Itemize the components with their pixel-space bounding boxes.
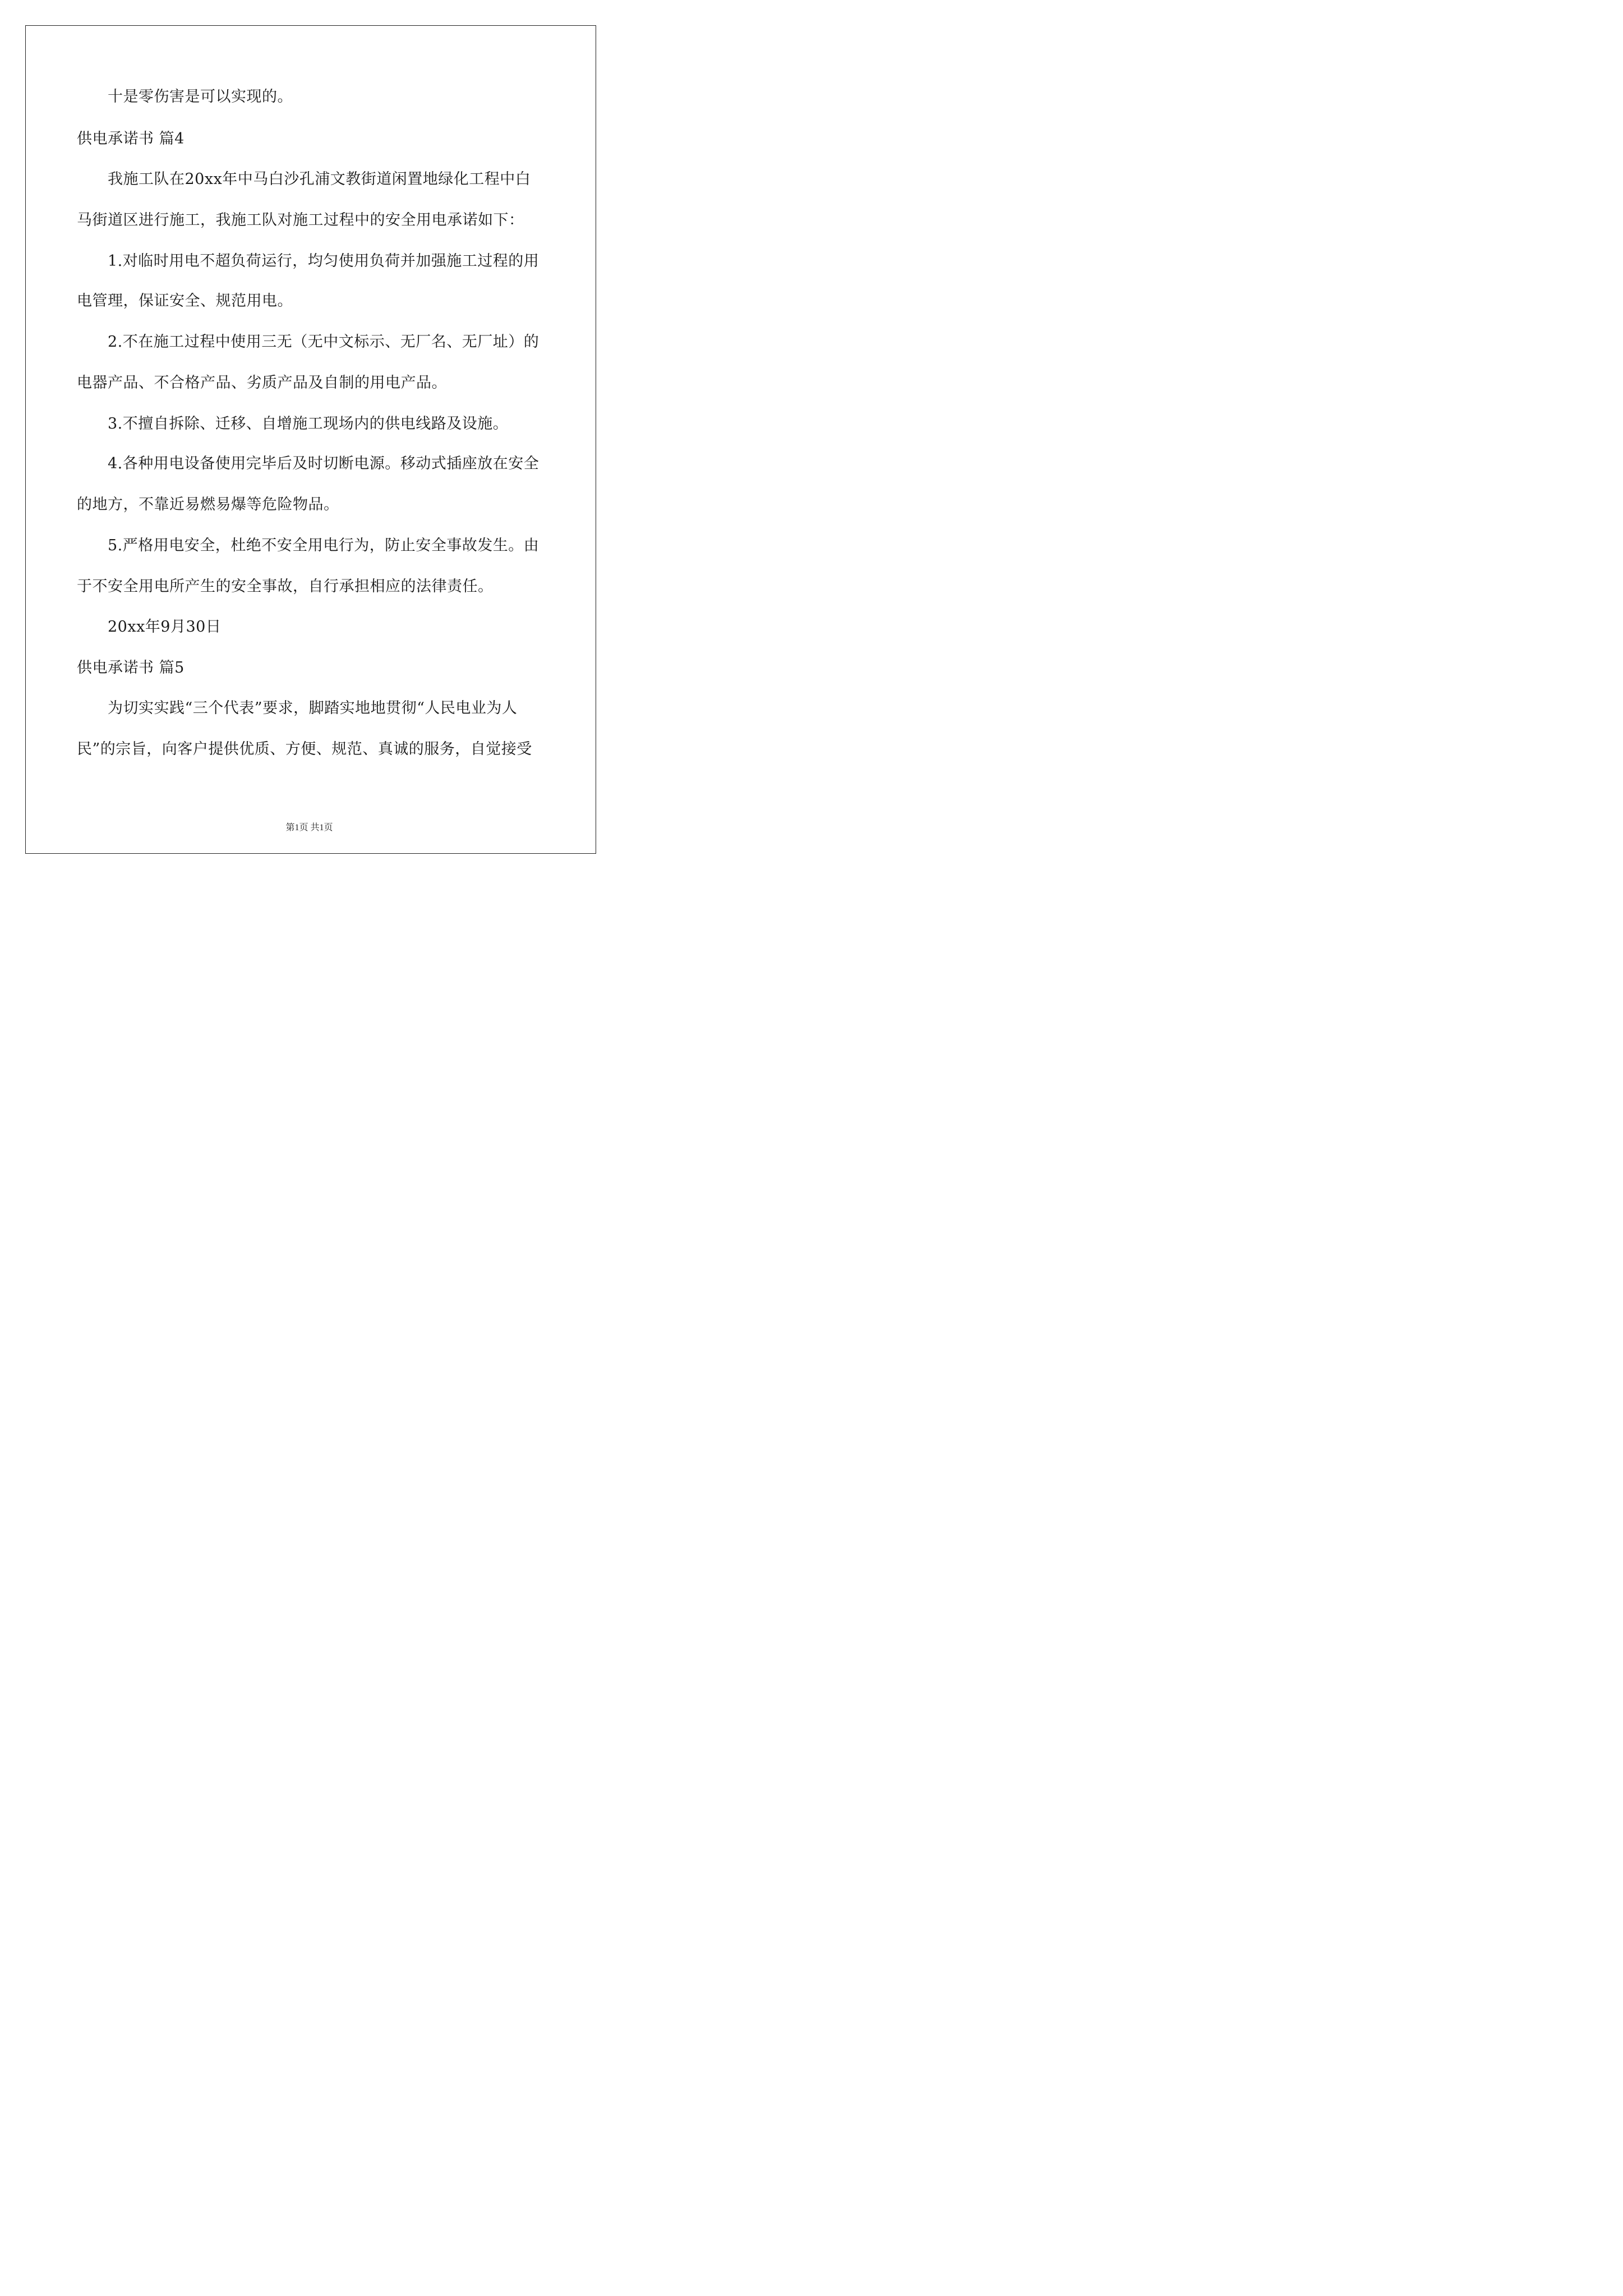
paragraph-line: 马街道区进行施工，我施工队对施工过程中的安全用电承诺如下： bbox=[77, 211, 524, 229]
paragraph-line: 民”的宗旨，向客户提供优质、方便、规范、真诚的服务，自觉接受 bbox=[77, 740, 532, 758]
section-heading: 供电承诺书 篇5 bbox=[77, 659, 185, 677]
paragraph-line: 2.不在施工过程中使用三无（无中文标示、无厂名、无厂址）的 bbox=[108, 333, 540, 351]
paragraph-line: 为切实实践“三个代表”要求，脚踏实地地贯彻“人民电业为人 bbox=[108, 700, 518, 717]
paragraph-line: 5.严格用电安全，杜绝不安全用电行为，防止安全事故发生。由 bbox=[108, 537, 540, 554]
paragraph-line: 4.各种用电设备使用完毕后及时切断电源。移动式插座放在安全 bbox=[108, 455, 540, 472]
paragraph-line: 十是零伤害是可以实现的。 bbox=[108, 88, 293, 105]
date-line: 20xx年9月30日 bbox=[108, 618, 222, 636]
section-heading: 供电承诺书 篇4 bbox=[77, 130, 185, 148]
paragraph-line: 电管理，保证安全、规范用电。 bbox=[77, 292, 293, 310]
paragraph-line: 我施工队在20xx年中马白沙孔浦文教街道闲置地绿化工程中白 bbox=[108, 171, 531, 188]
paragraph-line: 电器产品、不合格产品、劣质产品及自制的用电产品。 bbox=[77, 374, 447, 392]
paragraph-line: 的地方，不靠近易燃易爆等危险物品。 bbox=[77, 496, 339, 513]
page-footer: 第1页 共1页 bbox=[285, 823, 333, 832]
page-border bbox=[25, 25, 596, 854]
paragraph-line: 于不安全用电所产生的安全事故，自行承担相应的法律责任。 bbox=[77, 578, 494, 595]
paragraph-line: 1.对临时用电不超负荷运行，均匀使用负荷并加强施工过程的用 bbox=[108, 252, 540, 270]
paragraph-line: 3.不擅自拆除、迁移、自增施工现场内的供电线路及设施。 bbox=[108, 415, 509, 432]
